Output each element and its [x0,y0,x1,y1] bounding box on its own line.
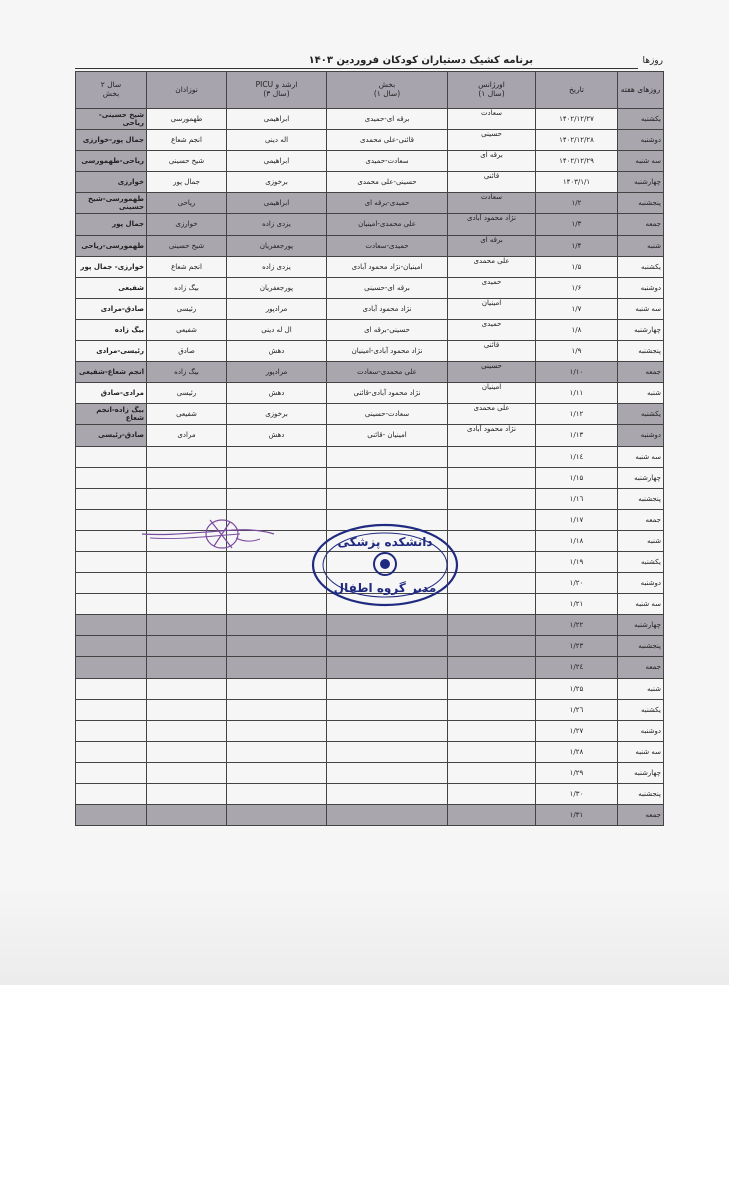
ward-cell: حمیدی-برقه ای [327,193,448,214]
table-row [76,488,664,509]
table-row [76,341,664,362]
table-row [76,446,664,467]
table-row [76,425,664,446]
date-cell: ۱/۱۲ [536,404,618,425]
weekday-cell: پنجشنبه [618,636,664,657]
signature-scribble [140,512,280,554]
weekday-cell: سه شنبه [618,298,664,319]
neonatal-cell [147,678,227,699]
emergency-cell: علی محمدی [448,404,536,425]
ward-cell: نژاد محمود آبادی-امینیان [327,341,448,362]
emergency-cell [448,509,536,530]
neonatal-cell [147,699,227,720]
ward-cell [327,720,448,741]
date-cell: ۱/۳ [536,214,618,235]
emergency-cell: حسینی [448,130,536,151]
neonatal-cell [147,551,227,572]
table-row [76,214,664,235]
year2-ward-cell: بیگ زاده-انجم شعاع [76,404,147,425]
weekday-cell: جمعه [618,657,664,678]
header-neonatal: نوزادان [147,72,227,109]
year2-ward-cell: خوارزی- جمال پور [76,256,147,277]
shift-schedule-table [75,71,664,826]
neonatal-cell [147,657,227,678]
year2-ward-cell [76,551,147,572]
header-underline [75,68,638,69]
weekday-cell: شنبه [618,678,664,699]
ward-cell: علی محمدی-امینیان [327,214,448,235]
emergency-cell [448,551,536,572]
header-emergency: اورژانس (سال ۱) [448,72,536,109]
senior-picu-cell [227,720,327,741]
weekday-cell: چهارشنبه [618,467,664,488]
date-cell: ۱/۲۵ [536,678,618,699]
neonatal-cell: شیخ حسینی [147,235,227,256]
senior-picu-cell [227,678,327,699]
year2-ward-cell [76,741,147,762]
date-cell: ۱/۲۳ [536,636,618,657]
emergency-cell [448,657,536,678]
year2-ward-cell [76,762,147,783]
neonatal-cell [147,594,227,615]
weekday-cell: جمعه [618,362,664,383]
document-title: برنامه کشیک دستیاران کودکان فروردین ۱۴۰۳ [308,55,533,66]
date-cell: ۱۴۰۲/۱۲/۲۸ [536,130,618,151]
ward-cell [327,467,448,488]
date-cell: ۱/۴ [536,235,618,256]
ward-cell: قائنی-علی محمدی [327,130,448,151]
emergency-cell [448,615,536,636]
table-row [76,383,664,404]
year2-ward-cell [76,446,147,467]
year2-ward-cell [76,678,147,699]
neonatal-cell [147,573,227,594]
senior-picu-cell [227,488,327,509]
neonatal-cell [147,636,227,657]
table-row [76,720,664,741]
weekday-cell: یکشنبه [618,109,664,130]
senior-picu-cell: یزدی زاده [227,256,327,277]
neonatal-cell: شیخ حسینی [147,151,227,172]
emergency-cell: امینیان [448,383,536,404]
table-row [76,741,664,762]
table-row [76,404,664,425]
stamp-line-1: دانشکده پزشکی [337,535,433,549]
ward-cell: امینیان-نژاد محمود آبادی [327,256,448,277]
ward-cell [327,805,448,826]
emergency-cell [448,530,536,551]
weekday-cell: جمعه [618,214,664,235]
date-cell: ۱/۱۰ [536,362,618,383]
ward-cell: امینیان -قائنی [327,425,448,446]
senior-picu-cell: دهش [227,341,327,362]
weekday-cell: سه شنبه [618,446,664,467]
senior-picu-cell [227,762,327,783]
emergency-cell: امینیان [448,298,536,319]
ward-cell: حمیدی-سعادت [327,235,448,256]
date-cell: ۱/۳۰ [536,784,618,805]
emergency-cell [448,488,536,509]
header-ward: بخش (سال ۱) [327,72,448,109]
date-cell: ۱/۲۸ [536,741,618,762]
emergency-cell: برقه ای [448,235,536,256]
senior-picu-cell: ال له دینی [227,319,327,340]
table-row [76,109,664,130]
emergency-cell: حمیدی [448,277,536,298]
weekday-cell: پنجشنبه [618,341,664,362]
neonatal-cell [147,805,227,826]
year2-ward-cell: انجم شعاع-شفیعی [76,362,147,383]
date-cell: ۱/۲۱ [536,594,618,615]
year2-ward-cell [76,636,147,657]
date-cell: ۱۴۰۲/۱۲/۲۹ [536,151,618,172]
year2-ward-cell [76,594,147,615]
date-cell: ۱/۵ [536,256,618,277]
ward-cell [327,488,448,509]
year2-ward-cell: بیگ زاده [76,319,147,340]
weekday-cell: پنجشنبه [618,784,664,805]
year2-ward-cell: شیخ حسینی-ریاحی [76,109,147,130]
table-row [76,256,664,277]
year2-ward-cell [76,615,147,636]
header-year2-ward: سال ۲ بخش [76,72,147,109]
table-row [76,193,664,214]
emergency-cell: قائنی [448,172,536,193]
date-cell: ۱/۲٤ [536,657,618,678]
neonatal-cell: شفیعی [147,404,227,425]
date-cell: ۱/۱۹ [536,551,618,572]
senior-picu-cell: برخوزی [227,172,327,193]
neonatal-cell: مرادی [147,425,227,446]
emergency-cell: سعادت [448,109,536,130]
table-header-row [76,72,664,109]
senior-picu-cell: مرادپور [227,298,327,319]
year2-ward-cell: طهمورسی-ریاحی [76,235,147,256]
table-row [76,762,664,783]
weekday-cell: دوشنبه [618,277,664,298]
neonatal-cell: رئیسی [147,298,227,319]
ward-cell [327,615,448,636]
table-row [76,362,664,383]
weekday-cell: دوشنبه [618,425,664,446]
emergency-cell: نژاد محمود آبادی [448,214,536,235]
emergency-cell [448,762,536,783]
emergency-cell [448,573,536,594]
senior-picu-cell [227,805,327,826]
weekday-cell: دوشنبه [618,573,664,594]
table-row [76,615,664,636]
date-cell: ۱۴۰۳/۱/۱ [536,172,618,193]
header-weekday: روزهای هفته [618,72,664,109]
ward-cell [327,636,448,657]
date-cell: ۱/۱۱ [536,383,618,404]
ward-cell [327,657,448,678]
date-cell: ۱/۲۲ [536,615,618,636]
neonatal-cell: انجم شعاع [147,130,227,151]
senior-picu-cell [227,636,327,657]
table-row [76,130,664,151]
senior-picu-cell: ابراهیمی [227,151,327,172]
neonatal-cell: بیگ زاده [147,362,227,383]
table-row [76,657,664,678]
year2-ward-cell [76,488,147,509]
page-bottom-margin [0,880,729,985]
weekday-cell: چهارشنبه [618,319,664,340]
date-cell: ۱/۳۱ [536,805,618,826]
date-cell: ۱۴۰۲/۱۲/۲۷ [536,109,618,130]
year2-ward-cell [76,573,147,594]
date-cell: ۱/۱۷ [536,509,618,530]
emergency-cell: نژاد محمود آبادی [448,425,536,446]
senior-picu-cell: پورجعفریان [227,277,327,298]
date-cell: ۱/۱٦ [536,488,618,509]
weekday-cell: یکشنبه [618,404,664,425]
senior-picu-cell: ابراهیمی [227,193,327,214]
senior-picu-cell: پورجعفریان [227,235,327,256]
senior-picu-cell [227,784,327,805]
emergency-cell [448,446,536,467]
ward-cell [327,762,448,783]
senior-picu-cell: دهش [227,383,327,404]
neonatal-cell [147,741,227,762]
emergency-cell: علی محمدی [448,256,536,277]
date-cell: ۱/۲۰ [536,573,618,594]
table-row [76,636,664,657]
table-row [76,298,664,319]
date-cell: ۱/۶ [536,277,618,298]
weekday-cell: جمعه [618,509,664,530]
date-cell: ۱/۱۸ [536,530,618,551]
weekday-cell: یکشنبه [618,699,664,720]
ward-cell: سعادت-حسینی [327,404,448,425]
senior-picu-cell [227,657,327,678]
date-cell: ۱/۲٦ [536,699,618,720]
neonatal-cell: خوارزی [147,214,227,235]
date-cell: ۱/۱٤ [536,446,618,467]
neonatal-cell [147,488,227,509]
weekday-cell: جمعه [618,805,664,826]
year2-ward-cell [76,720,147,741]
header-date: تاریخ [536,72,618,109]
emergency-cell: سعادت [448,193,536,214]
table-row [76,784,664,805]
weekday-cell: یکشنبه [618,551,664,572]
senior-picu-cell: یزدی زاده [227,214,327,235]
year2-ward-cell: مرادی-صادق [76,383,147,404]
date-cell: ۱/۲۹ [536,762,618,783]
senior-picu-cell [227,467,327,488]
emergency-cell: حسینی [448,362,536,383]
ward-cell: علی محمدی-سعادت [327,362,448,383]
neonatal-cell: طهمورسی [147,109,227,130]
emergency-cell: حمیدی [448,319,536,340]
table-row [76,805,664,826]
year2-ward-cell [76,657,147,678]
date-cell: ۱/۷ [536,298,618,319]
date-cell: ۱/۸ [536,319,618,340]
ward-cell [327,678,448,699]
neonatal-cell [147,615,227,636]
ward-cell: نژاد محمود آبادی [327,298,448,319]
weekday-cell: دوشنبه [618,720,664,741]
table-row [76,235,664,256]
emergency-cell [448,784,536,805]
senior-picu-cell [227,741,327,762]
ward-cell [327,699,448,720]
year2-ward-cell [76,699,147,720]
date-cell: ۱/۱۳ [536,425,618,446]
neonatal-cell: شفیعی [147,319,227,340]
weekday-cell: پنجشنبه [618,488,664,509]
senior-picu-cell [227,615,327,636]
senior-picu-cell: مرادپور [227,362,327,383]
weekday-cell: شنبه [618,530,664,551]
table-row [76,319,664,340]
emergency-cell: قائنی [448,341,536,362]
emergency-cell [448,699,536,720]
year2-ward-cell: صادق-مرادی [76,298,147,319]
emergency-cell: برقه ای [448,151,536,172]
emergency-cell [448,678,536,699]
emergency-cell [448,636,536,657]
table-row [76,172,664,193]
ward-cell: حسینی-برقه ای [327,319,448,340]
weekday-cell: سه شنبه [618,151,664,172]
ward-cell: برقه ای-حمیدی [327,109,448,130]
neonatal-cell: جمال پور [147,172,227,193]
neonatal-cell: ریاحی [147,193,227,214]
table-row [76,678,664,699]
neonatal-cell [147,446,227,467]
table-row [76,151,664,172]
weekday-cell: چهارشنبه [618,762,664,783]
weekday-cell: سه شنبه [618,741,664,762]
table-row [76,699,664,720]
ward-cell [327,741,448,762]
neonatal-cell: رئیسی [147,383,227,404]
year2-ward-cell: صادق-رئیسی [76,425,147,446]
senior-picu-cell: برخوزی [227,404,327,425]
neonatal-cell: صادق [147,341,227,362]
table-row [76,467,664,488]
neonatal-cell [147,784,227,805]
year2-ward-cell: جمال پور [76,214,147,235]
year2-ward-cell: ریاحی-طهمورسی [76,151,147,172]
year2-ward-cell [76,467,147,488]
date-cell: ۱/۹ [536,341,618,362]
date-cell: ۱/۲۷ [536,720,618,741]
ward-cell [327,446,448,467]
ward-cell: حسینی-علی محمدی [327,172,448,193]
senior-picu-cell: دهش [227,425,327,446]
neonatal-cell: بیگ زاده [147,277,227,298]
year2-ward-cell [76,784,147,805]
emergency-cell [448,805,536,826]
stamp-emblem-icon [374,553,396,575]
senior-picu-cell: ابراهیمی [227,109,327,130]
weekday-cell: شنبه [618,383,664,404]
senior-picu-cell [227,446,327,467]
year2-ward-cell: جمال پور-خوارزی [76,130,147,151]
neonatal-cell [147,720,227,741]
emergency-cell [448,467,536,488]
emergency-cell [448,594,536,615]
ward-cell [327,784,448,805]
ward-cell: سعادت-حمیدی [327,151,448,172]
emergency-cell [448,720,536,741]
days-label: روزها [642,56,663,66]
year2-ward-cell [76,805,147,826]
weekday-cell: پنجشنبه [618,193,664,214]
department-stamp [310,522,460,608]
year2-ward-cell: خوارزی [76,172,147,193]
date-cell: ۱/۱۵ [536,467,618,488]
weekday-cell: یکشنبه [618,256,664,277]
weekday-cell: شنبه [618,235,664,256]
ward-cell: نژاد محمود آبادی-قائنی [327,383,448,404]
stamp-line-2: مدیر گروه اطفال [333,581,437,595]
year2-ward-cell [76,509,147,530]
neonatal-cell [147,467,227,488]
document-header [75,52,663,70]
senior-picu-cell [227,699,327,720]
year2-ward-cell: رئیسی-مرادی [76,341,147,362]
neonatal-cell [147,762,227,783]
weekday-cell: سه شنبه [618,594,664,615]
date-cell: ۱/۲ [536,193,618,214]
senior-picu-cell: اله دینی [227,130,327,151]
header-senior-picu: ارشد و PICU (سال ۳) [227,72,327,109]
year2-ward-cell: شفیعی [76,277,147,298]
year2-ward-cell: طهمورسی-شیخ حسینی [76,193,147,214]
neonatal-cell: انجم شعاع [147,256,227,277]
weekday-cell: دوشنبه [618,130,664,151]
emergency-cell [448,741,536,762]
year2-ward-cell [76,530,147,551]
weekday-cell: چهارشنبه [618,615,664,636]
ward-cell: برقه ای-حسینی [327,277,448,298]
table-row [76,277,664,298]
weekday-cell: چهارشنبه [618,172,664,193]
